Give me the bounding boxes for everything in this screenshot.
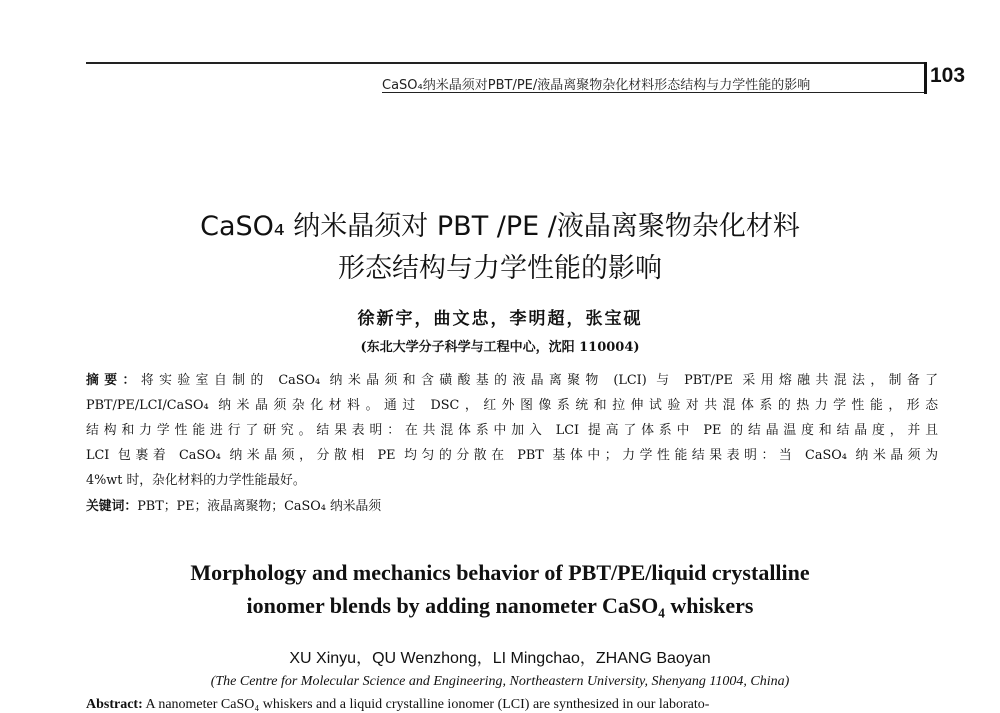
abstract-cn-line: LCI 包裹着 CaSO₄ 纳米晶须，分散相 PE 均匀的分散在 PBT 基体中；力学性能结果表明：当 CaSO₄ 纳米晶须为 (86, 448, 938, 463)
abstract-cn-line: 结构和力学性能进行了研究。结果表明：在共混体系中加入 LCI 提高了体系中 PE 的结晶温度和结晶度，并且 (86, 423, 938, 438)
affiliation-cn: (东北大学分子科学与工程中心，沈阳 110004) (360, 340, 640, 355)
authors-cn: 徐新宇，曲文忠，李明超，张宝砚 (357, 309, 643, 329)
running-title: CaSO₄纳米晶须对PBT/PE/液晶离聚物杂化材料形态结构与力学性能的影响 (382, 78, 811, 93)
page-number: 103 (930, 64, 966, 87)
keywords-cn (86, 497, 381, 517)
abstract-cn-text: 将实验室自制的 CaSO₄ 纳米晶须和含磺酸基的液晶离聚物 (LCI) 与 PBT/PE 采用熔融共混法，制备了 (140, 373, 939, 388)
header-divider (924, 62, 927, 94)
abstract-cn-line: PBT/PE/LCI/CaSO₄ 纳米晶须杂化材料。通过 DSC，红外图像系统和拉伸试验对共混体系的热力学性能，形态 (86, 398, 938, 413)
affiliation-en: (The Centre for Molecular Science and Engineering, Northeastern University, Shenyang 11004, China) (210, 674, 790, 689)
abstract-cn-line: 4%wt 时，杂化材料的力学性能最好。 (86, 473, 306, 488)
title-en-line1: Morphology and mechanics behavior of PBT/PE/liquid crystalline (190, 560, 810, 585)
abstract-cn-line (86, 371, 938, 391)
abstract-en-label: Abstract: (86, 697, 143, 712)
authors-en: XU Xinyu，QU Wenzhong，LI Mingchao，ZHANG Baoyan (289, 650, 711, 667)
keywords-cn-text: PBT；PE；液晶离聚物；CaSO₄ 纳米晶须 (137, 499, 382, 514)
keywords-cn-label: 关键词： (86, 499, 138, 514)
abstract-en (86, 697, 709, 713)
title-cn-line2: 形态结构与力学性能的影响 (338, 253, 662, 284)
header-rule (86, 62, 926, 64)
title-cn-line1: CaSO₄ 纳米晶须对 PBT /PE /液晶离聚物杂化材料 (200, 211, 800, 242)
abstract-cn-label: 摘要： (86, 373, 141, 388)
abstract-en-text: A nanometer CaSO₄ whiskers and a liquid crystalline ionomer (LCI) are synthesized in our laborato- (142, 697, 710, 712)
title-en-line2: ionomer blends by adding nanometer CaSO₄ whiskers (246, 593, 754, 618)
